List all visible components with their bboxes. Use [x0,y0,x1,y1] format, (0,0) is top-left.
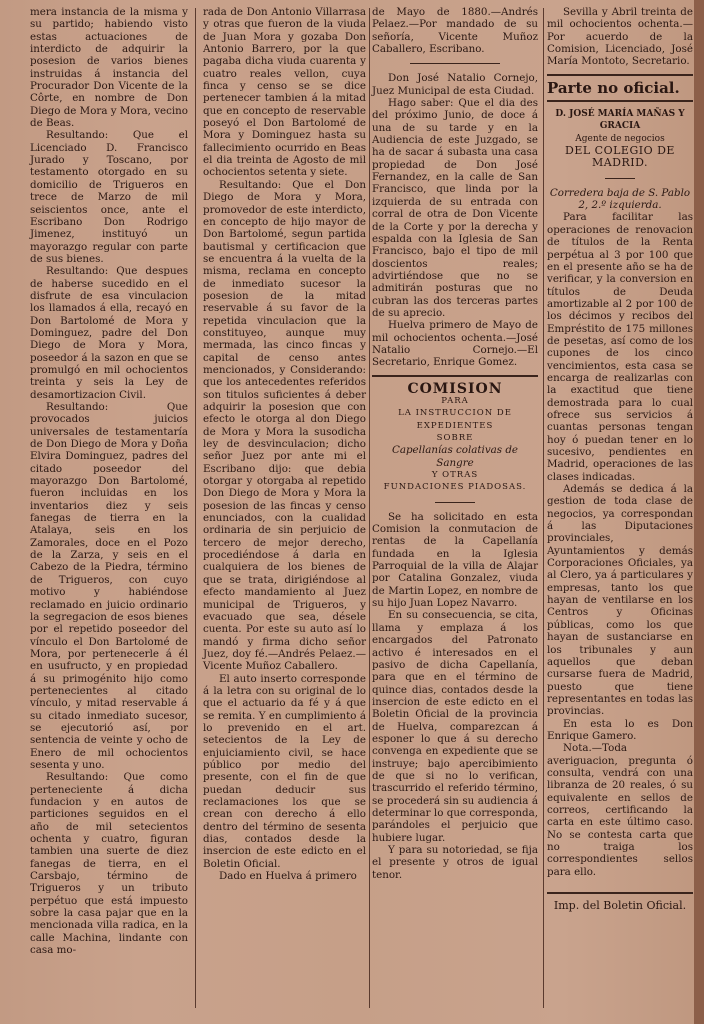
paragraph: El auto inserto corresponde á la letra con su original de lo que el actuario da fé y á que se remita. Y en cumplimiento á lo prevenido en el art. setecientos de la Ley de enjuiciamiento civil, se hace público por medio del presente, con el fin de que puedan deducir sus reclamaciones los que se crean con derecho á ello dentro del término de sesenta dias, contados desde la insercion de este edicto en el Boletin Oficial. [203,672,366,870]
paragraph: En esta lo es Don Enrique Gamero. [547,717,693,742]
paragraph: Sevilla y Abril treinta de mil ochocientos ochenta.—Por acuerdo de la Comision, Licenciado, José María Montoto, Secretario. [547,6,693,68]
paragraph: Nota.—Toda averiguacion, pregunta ó consulta, vendrá con una libranza de 20 reales, ó su equivalente en sellos de correos, certificando la carta en este último caso. No se contesta carta que no traiga los correspondientes sellos para ello. [547,742,693,878]
paragraph: Resultando: Que el Don Diego de Mora y Mora, promovedor de este interdicto, en concepto de hijo mayor de Don Bartolomé, segun partida bautismal y certificacion que se encuentra á la vuelta de la misma, reclama en concepto de inmediato sucesor la posesion de la mitad reservable á su favor de la repetida vinculacion que la constituyeo, aunque muy mermada, las cinco fincas y capital de censo antes mencionados, y Considerando: que los antecedentes referidos son titulos suficientes á deber adquirir la posesion que con efecto le otorga al don Diego de Mora y Mora la susodicha ley de desvinculacion; dicho señor Juez por ante mi el Escribano dijo: que debia otorgar y otorgaba al repetido Don Diego de Mora y Mora la posesion de las fincas y censo enunciados, con la cualidad ordinaria de sin perjuicio de tercero de mejor derecho, procediéndose á darla en cualquiera de los bienes de que se trata, dirigiéndose al efecto mandamiento al Juez municipal de Trigueros, y evacuado que sea, désele cuenta. Por este su auto así lo mandó y firma dicho señor Juez, doy fé.—Andrés Pelaez.—Vicente Muñoz Caballero. [203,178,366,673]
paragraph: rada de Don Antonio Villarrasa y otras que fueron de la viuda de Juan Mora y gozaba Don Antonio Barrero, por la que pagaba dicha viuda cuarenta y cuatro reales vellon, cuya finca y censo se se dice pertenecer tambien á la mitad que en concepto de reservable poseyó el Don Bartolomé de Mora y Dominguez hasta su fallecimiento ocurrido en Beas el dia treinta de Agosto de mil ochocientos setenta y siete. [203,6,366,179]
heading-line: SOBRE [436,433,474,443]
paragraph: Hago saber: Que el dia des del próximo Junio, de doce á una de su tarde y en la Audiencia de este Juzgado, se ha de sacar á subasta una casa propiedad de Don José Fernandez, en la calle de San Francisco, que linda por la izquierda de su entrada con corral de otra de Don Vicente de la Corte y por la derecha y espalda con la Iglesia de San Francisco, bajo el tipo de mil doscientos reales; advirtiéndose que no se admitirán posturas que no cubran las dos terceras partes de su aprecio. [372,97,538,319]
page-edge [694,0,704,1024]
heading-line: PARA [441,395,469,406]
separator [605,178,635,179]
paragraph: Además se dedica á la gestion de toda clase de negocios, ya correspondan á las Diputaciones provinciales, Ayuntamientos y demás Corporaciones Oficiales, ya al Clero, ya á particulares y empresas, tanto los que hayan de ventilarse en los Centros y Oficinas públicas, como los que hayan de sustanciarse en los tribunales y aun aquellos que deban cursarse fuera de Madrid, puesto que tiene representantes en todas las provincias. [547,483,693,718]
paragraph: Resultando: Que provocados juicios universales de testamentaría de Don Diego de Mora y Doña Elvira Dominguez, padres del citado poseedor del mayorazgo Don Bartolomé, fueron incluidas en los inventarios diez y seis fanegas de tierra en la Atalaya, seis en los Zamorales, doce en el Pozo de la Zarza, y seis en el Cabezo de la Piedra, término de Trigueros, con cuyo motivo y habiéndose reclamado en juicio ordinario la segregacion de esos bienes por el repetido poseedor del vínculo el Don Bartolomé de Mora, por pertenecerle á él en usufructo, y en propiedad á su primogénito hijo como pertenecientes al citado vínculo, y mitad reservable á su citado inmediato sucesor, se ejecutorió así, por sentencia de veinte y ocho de Enero de mil ochocientos sesenta y uno. [30,401,188,771]
paragraph: Y para su notoriedad, se fija el presente y otros de igual tenor. [372,844,538,881]
heading-line: FUNDACIONES PIADOSAS. [383,482,527,493]
imprint: Imp. del Boletin Oficial. [553,899,687,913]
paragraph: Resultando: Que el Licenciado D. Francisco Jurado y Toscano, por testamento otorgado en su domicilio de Trigueros en trece de Marzo de mil seiscientos once, ante el Escribano Don Rodrigo Jimenez, instituyó un mayorazgo regular con parte de sus bienes. [30,129,188,265]
heading-line: LA INSTRUCCION DE EXPEDIENTES [398,408,512,431]
separator [547,892,693,894]
paragraph: de Mayo de 1880.—Andrés Pelaez.—Por mandado de su señoría, Vicente Muñoz Caballero, Escribano. [372,6,538,56]
section-heading: COMISION [407,380,503,397]
agent-name: D. JOSÉ MARÍA MAÑAS Y GRACIA [555,109,685,132]
agent-role: Agente de negocios [575,133,665,144]
column-2 [203,6,366,882]
separator [410,63,500,64]
paragraph: Resultando: Que despues de haberse sucedido en el disfrute de esa vinculacion los llamados á ella, recayó en Don Bartolomé de Mora y Dominguez, padre del Don Diego de Mora y Mora, poseedor á la sazon en que se promulgó en mil ochocientos treinta y seis la Ley de desamortizacion Civil. [30,265,188,401]
agent-college: DEL COLEGIO DE MADRID. [565,144,675,170]
agent-address: Corredera baja de S. Pablo 2, 2.º izquierda. [549,186,691,212]
paragraph: Dado en Huelva á primero [219,870,357,883]
column-4 [547,6,693,912]
column-rule [369,8,370,1008]
heading-line: Capellanías colativas de Sangre [391,444,519,469]
official-name: Don José Natalio Cornejo, Juez Municipal de esta Ciudad. [372,72,538,97]
column-rule [543,8,544,1008]
separator [547,100,693,102]
paragraph: mera instancia de la misma y su partido; habiendo visto estas actuaciones de interdicto de adquirir la posesion de varios bienes instruidas á instancia del Procurador Don Vicente de la Côrte, en nombre de Don Diego de Mora y Mora, vecino de Beas. [30,6,188,130]
section-title: Parte no oficial. [547,78,680,97]
separator [372,375,538,377]
paragraph: Se ha solicitado en esta Comision la conmutacion de rentas de la Capellanía fundada en la Iglesia Parroquial de la villa de Alajar por Catalina Gonzalez, viuda de Martin Lopez, en nombre de su hijo Juan Lopez Navarro. [372,510,538,610]
heading-line: Y OTRAS [431,470,479,481]
column-1 [30,6,188,956]
separator [547,74,693,76]
column-3 [372,6,538,881]
separator [435,502,475,503]
paragraph: Huelva primero de Mayo de mil ochocientos ochenta.—José Natalio Cornejo.—El Secretario, Enrique Gomez. [372,319,538,369]
paragraph: Resultando: Que como perteneciente á dicha fundacion y en autos de particiones seguidos en el año de mil setecientos ochenta y cuatro, figuran tambien una suerte de diez fanegas de tierra, en el Carsbajo, término de Trigueros y un tributo perpétuo que está impuesto sobre la casa pajar que en la mencionada villa radica, en la calle Machina, lindante con casa mo- [30,771,188,957]
paragraph: Para facilitar las operaciones de renovacion de títulos de la Renta perpétua al 3 por 100 que en el presente año se ha de verificar, y la conversion en títulos de Deuda amortizable al 2 por 100 de los décimos y recibos del Empréstito de 175 millones de pesetas, así como de los cupones de los cinco vencimientos, esta casa se encarga de realizarlas con la exactitud que tiene demostrada para lo cual ofrece sus servicios á cuantas personas tengan hoy ó puedan tener en lo sucesivo, pendientes en Madrid, operaciones de las clases indicadas. [547,211,693,483]
paragraph: En su consecuencia, se cita, llama y emplaza á los encargados del Patronato activo é interesados en el pasivo de dicha Capellanía, para que en el término de quince dias, contados desde la insercion de este edicto en el Boletin Oficial de la provincia de Huelva, comparezcan á esponer lo que á su derecho convenga en expediente que se instruye; bajo apercibimiento de que si no lo verifican, trascurrido el referido término, se procederá sin su audiencia á determinar lo que corresponda, parándoles el perjuicio que hubiere lugar. [372,609,538,844]
column-rule [195,8,196,1008]
